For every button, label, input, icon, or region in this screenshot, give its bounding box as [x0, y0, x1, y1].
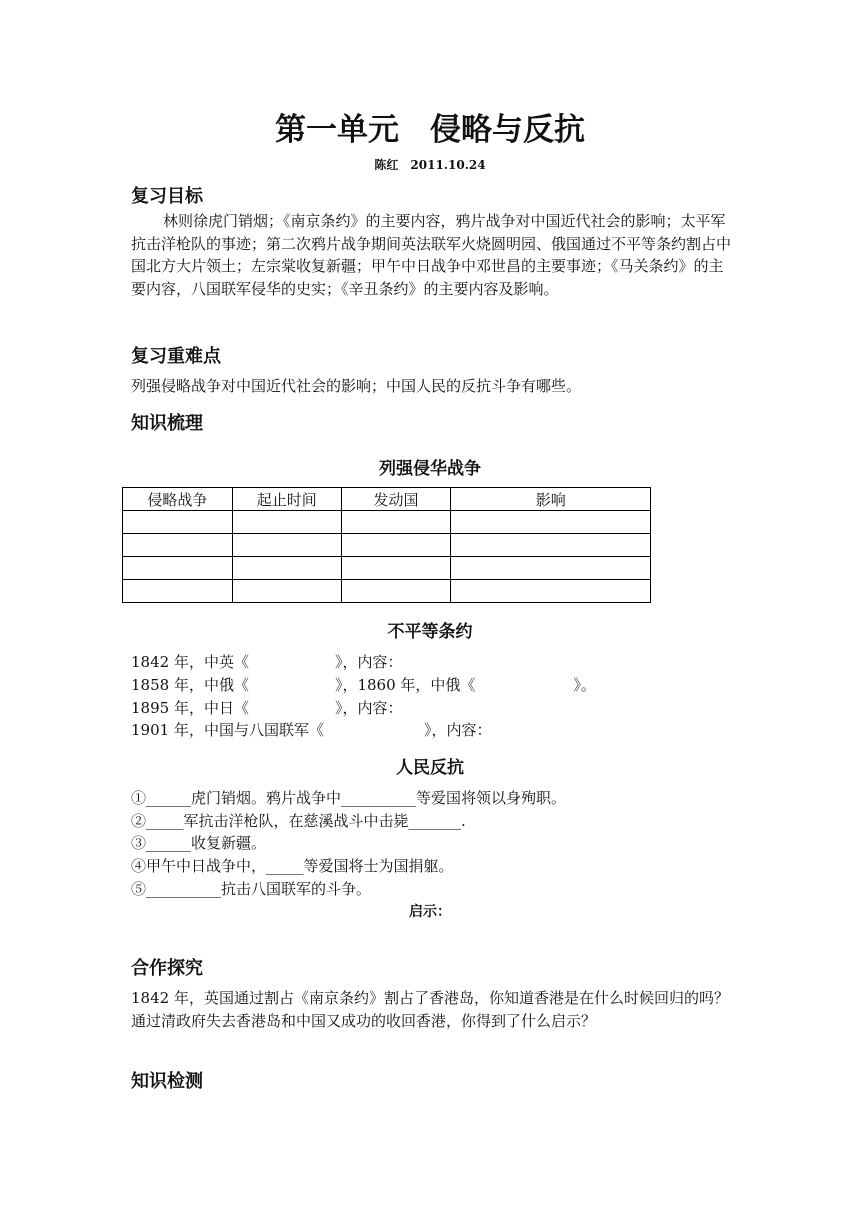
table-cell[interactable]	[232, 534, 341, 557]
heading-knowledge-review: 知识梳理	[131, 413, 203, 434]
resistance-item: ③______收复新疆。	[131, 834, 267, 852]
table-cell[interactable]	[232, 580, 341, 603]
treaties-title: 不平等条约	[387, 622, 473, 642]
wars-table-title: 列强侵华战争	[379, 459, 481, 479]
table-cell[interactable]	[123, 511, 233, 534]
column-header: 发动国	[341, 488, 451, 511]
table-cell[interactable]	[341, 511, 451, 534]
table-cell[interactable]	[341, 557, 451, 580]
treaty-text: 1842 年，中英《	[131, 653, 249, 671]
table-cell[interactable]	[451, 511, 651, 534]
treaty-text: 1858 年，中俄《	[131, 676, 249, 694]
treaty-line	[131, 697, 402, 718]
resistance-item: ④甲午中日战争中，_____等爱国将士为国捐躯。	[131, 857, 454, 875]
treaty-text: 》，1860 年，中俄《	[334, 676, 476, 694]
table-cell[interactable]	[451, 557, 651, 580]
heading-cooperative-inquiry: 合作探究	[131, 958, 203, 979]
resistance-item: ①______虎门销烟。鸦片战争中__________等爱国将领以身殉职。	[131, 789, 567, 807]
key-points-text: 列强侵略战争对中国近代社会的影响；中国人民的反抗斗争有哪些。	[131, 377, 582, 395]
treaty-text: 》，内容：	[334, 653, 403, 671]
page-title: 第一单元 侵略与反抗	[275, 112, 585, 148]
table-cell[interactable]	[451, 534, 651, 557]
treaty-text: 》，内容：	[423, 721, 492, 739]
column-header: 影响	[451, 488, 651, 511]
treaty-text: 》，内容：	[334, 699, 403, 717]
treaty-text: 》。	[573, 676, 596, 694]
treaty-text: 1901 年，中国与八国联军《	[131, 721, 324, 739]
review-goals-text: 林则徐虎门销烟；《南京条约》的主要内容，鸦片战争对中国近代社会的影响；太平军抗击洋枪队的事迹；第二次鸦片战争期间英法联军火烧圆明园、俄国通过不平等条约割占中国北方大片领土；左宗棠收复新疆；甲午中日战争中邓世昌的主要事迹；《马关条约》的主要内容，八国联军侵华的史实；《辛丑条约》的主要内容及影响。	[131, 212, 732, 298]
table-row	[123, 534, 651, 557]
wars-table	[122, 487, 651, 603]
resistance-item: ②_____军抗击洋枪队，在慈溪战斗中击毙_______.	[131, 812, 466, 830]
heading-knowledge-test: 知识检测	[131, 1071, 203, 1092]
heading-review-goals: 复习目标	[131, 186, 203, 207]
table-row	[123, 580, 651, 603]
insight-label: 启示：	[409, 904, 451, 920]
heading-key-points: 复习重难点	[131, 346, 221, 367]
table-cell[interactable]	[341, 580, 451, 603]
table-cell[interactable]	[232, 557, 341, 580]
table-row	[123, 511, 651, 534]
treaty-text: 1895 年，中日《	[131, 699, 249, 717]
table-cell[interactable]	[232, 511, 341, 534]
resistance-title: 人民反抗	[396, 758, 464, 778]
treaty-line	[131, 719, 491, 740]
treaty-line	[131, 674, 596, 695]
table-cell[interactable]	[123, 534, 233, 557]
table-cell[interactable]	[451, 580, 651, 603]
table-cell[interactable]	[123, 580, 233, 603]
table-header-row	[123, 488, 651, 511]
column-header: 侵略战争	[123, 488, 233, 511]
column-header: 起止时间	[232, 488, 341, 511]
treaty-line	[131, 651, 402, 672]
table-row	[123, 557, 651, 580]
table-cell[interactable]	[123, 557, 233, 580]
table-cell[interactable]	[341, 534, 451, 557]
resistance-item: ⑤__________抗击八国联军的斗争。	[131, 880, 372, 898]
author-date: 陈红 2011.10.24	[374, 158, 486, 172]
cooperative-inquiry-text: 1842 年，英国通过割占《南京条约》割占了香港岛，你知道香港是在什么时候回归的吗？通过清政府失去香港岛和中国又成功的收回香港，你得到了什么启示？	[131, 989, 729, 1030]
